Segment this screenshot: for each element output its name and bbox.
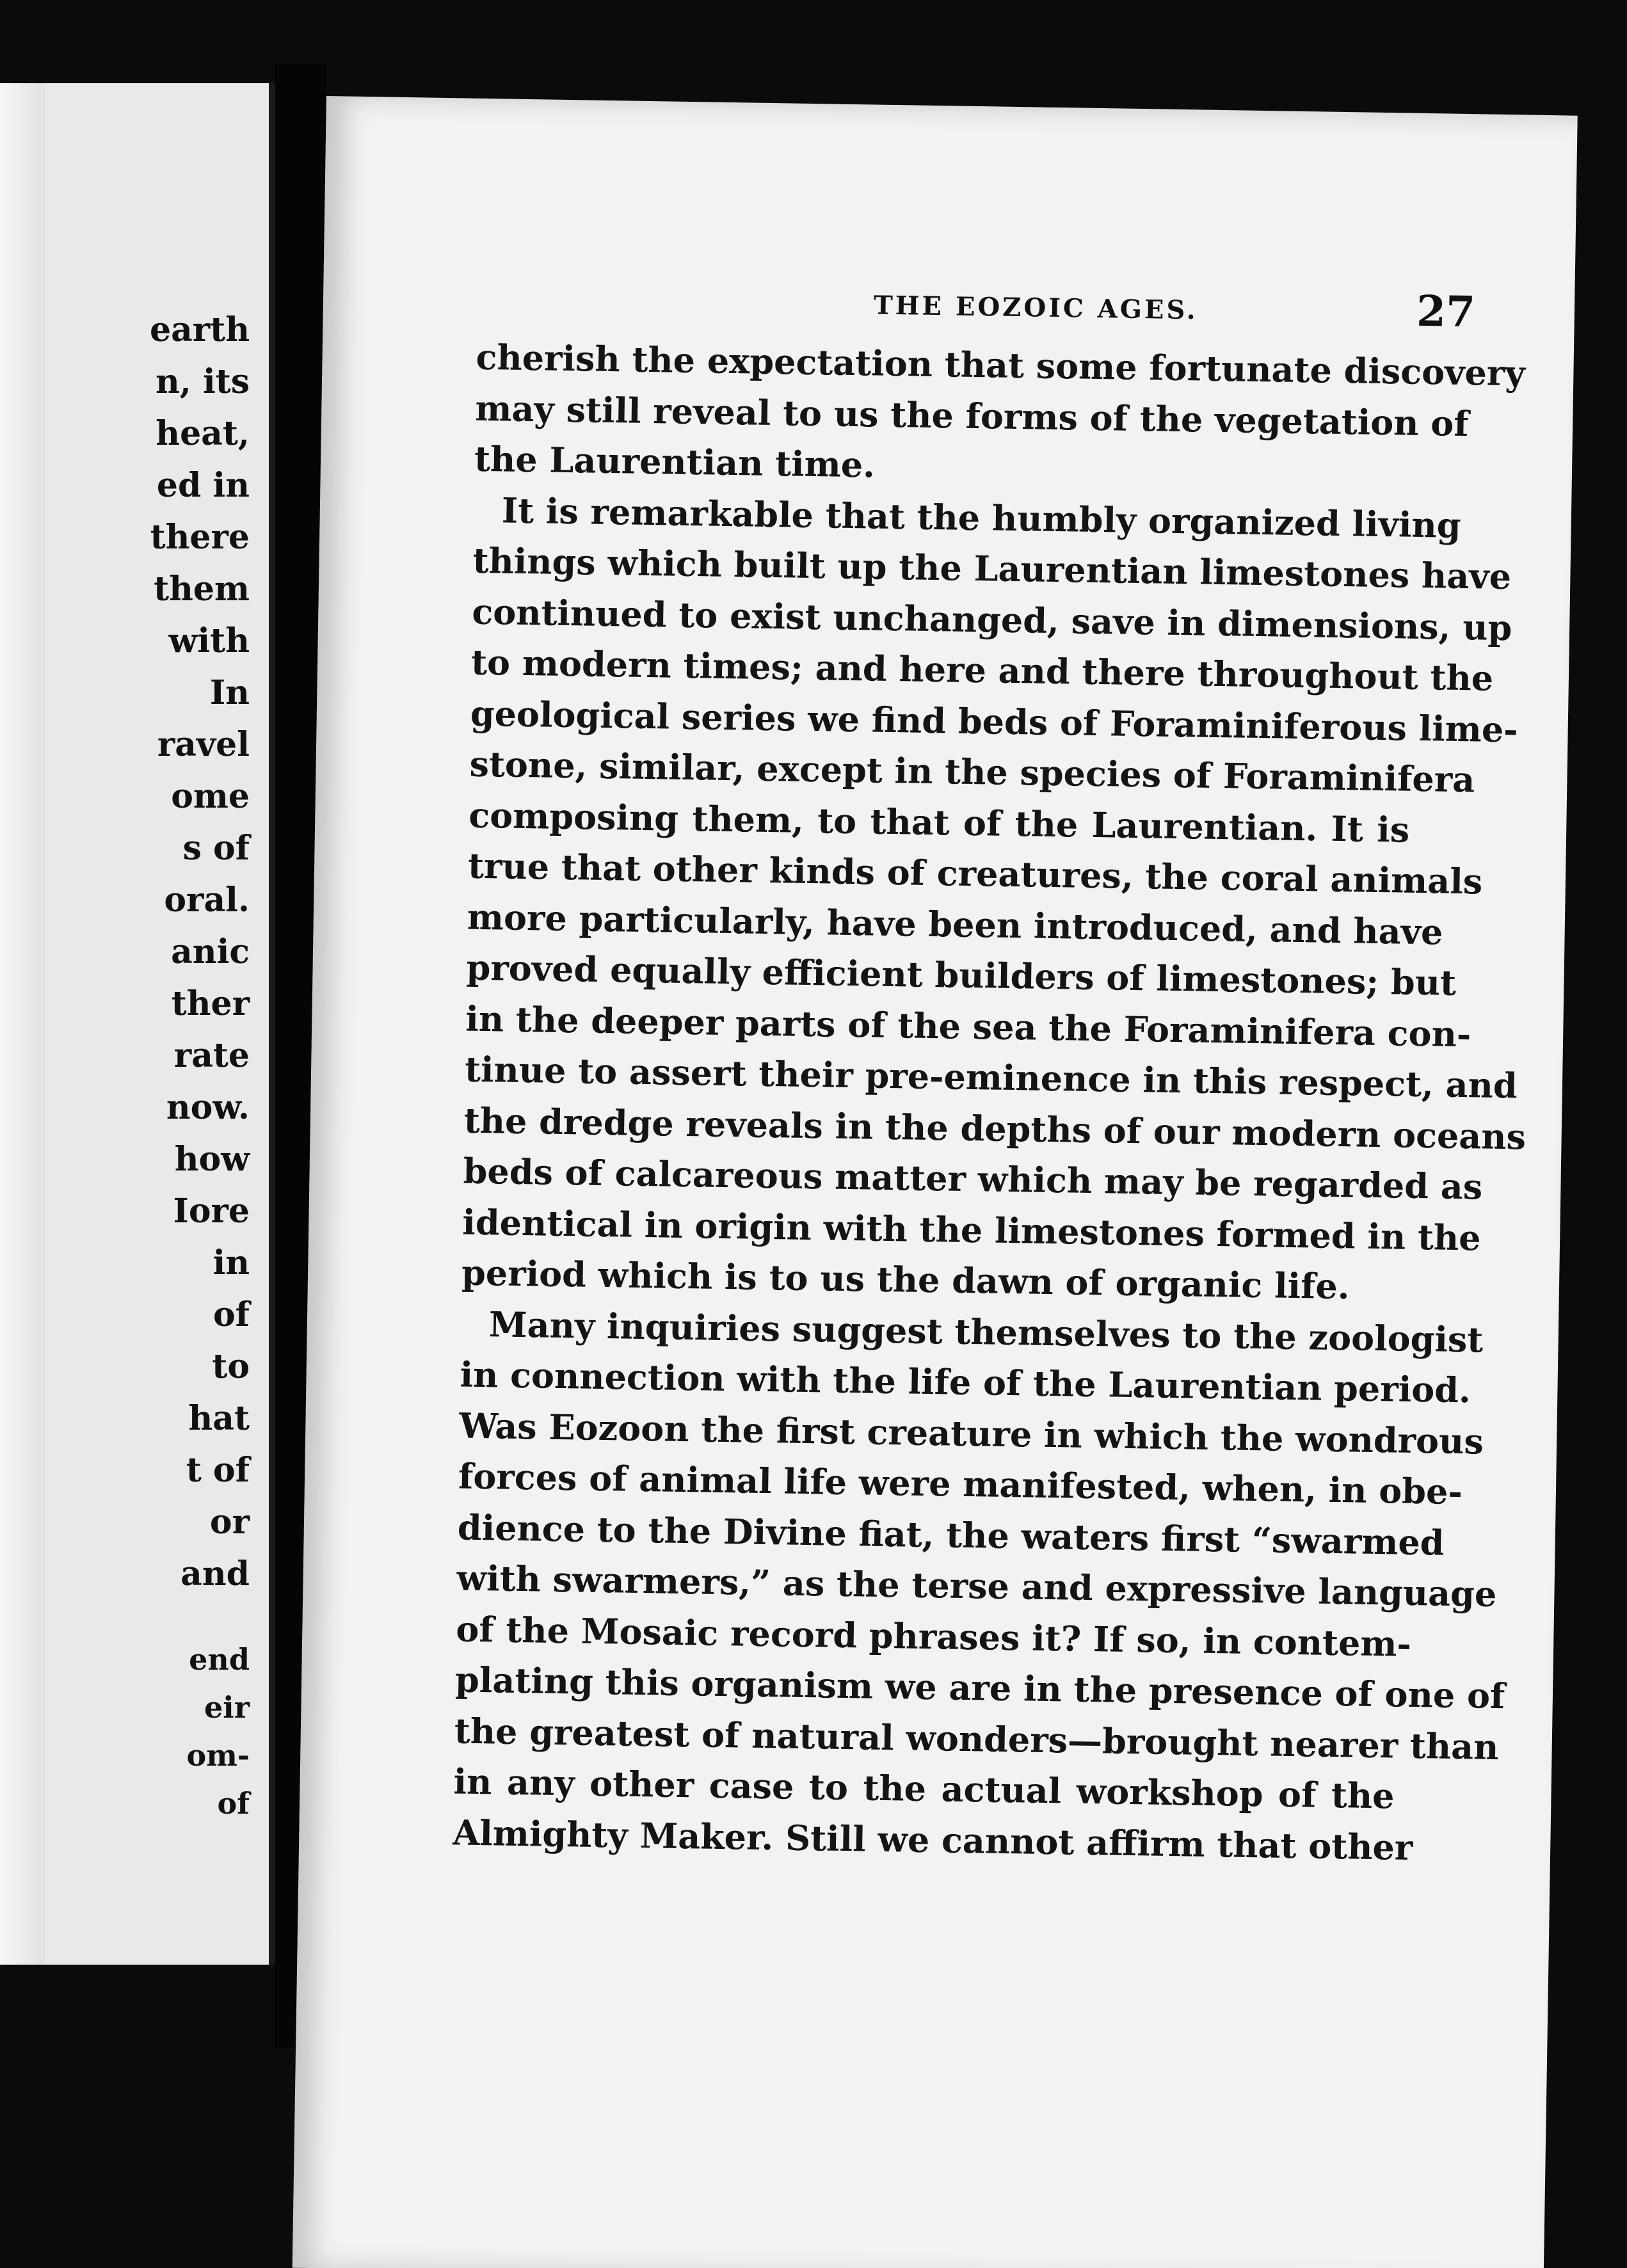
- facing-page-fragment: t of: [186, 1451, 250, 1490]
- text-line: with swarmers,” as the terse and expressive language: [456, 1557, 1497, 1615]
- facing-page-fragment: in: [212, 1243, 250, 1282]
- facing-page-fragment: heat,: [156, 414, 250, 453]
- text-line: geological series we find beds of Foraminiferous lime-: [470, 692, 1519, 750]
- text-line: composing them, to that of the Laurentian. It is: [468, 794, 1410, 850]
- text-line: Many inquiries suggest themselves to the zoologist: [488, 1303, 1484, 1361]
- facing-page-fragment: s of: [182, 829, 250, 868]
- text-line: more particularly, have been introduced, and have: [467, 896, 1443, 953]
- text-line: in the deeper parts of the sea the Foraminifera con-: [465, 998, 1471, 1055]
- facing-page-fragment: In: [209, 673, 250, 712]
- text-line: the dredge reveals in the depths of our modern oceans: [463, 1099, 1527, 1158]
- facing-page-fragment: rate: [173, 1036, 250, 1075]
- facing-page-fragment: n, its: [155, 362, 250, 401]
- facing-page-fragment: ed in: [156, 466, 250, 505]
- text-line: the Laurentian time.: [474, 438, 876, 486]
- text-line: Was Eozoon the first creature in which the wondrous: [458, 1405, 1484, 1462]
- text-line: identical in origin with the limestones formed in the: [461, 1201, 1482, 1259]
- text-line: may still reveal to us the forms of the vegetation of: [474, 387, 1470, 444]
- facing-page-fragment: end: [189, 1642, 250, 1677]
- text-line: plating this organism we are in the presence of one of: [454, 1659, 1505, 1717]
- facing-page-fragment: Iore: [173, 1192, 250, 1231]
- facing-page-fragment: ome: [171, 777, 250, 816]
- body-text: [452, 332, 1527, 1873]
- text-line: proved equally efficient builders of limestones; but: [466, 946, 1457, 1003]
- text-line: in connection with the life of the Laurentian period.: [460, 1354, 1471, 1411]
- text-line: tinue to assert their pre-eminence in this respect, and: [464, 1048, 1518, 1106]
- facing-page-fragment: to: [212, 1347, 250, 1386]
- text-line: true that other kinds of creatures, the coral animals: [467, 845, 1483, 902]
- facing-page-fragment: eir: [204, 1690, 250, 1725]
- text-line: forces of animal life were manifested, when, in obe-: [458, 1455, 1463, 1513]
- facing-page-fragment: them: [154, 570, 250, 609]
- facing-page-fragment: with: [168, 621, 250, 660]
- facing-page-fragment: oral.: [164, 881, 250, 920]
- facing-page-fragment: ther: [171, 984, 250, 1023]
- text-line: the greatest of natural wonders—brought nearer than: [454, 1709, 1499, 1768]
- facing-page-fragment: hat: [188, 1399, 250, 1438]
- facing-page-fragment: and: [180, 1554, 250, 1593]
- text-line: stone, similar, except in the species of Foraminifera: [469, 743, 1475, 801]
- text-line: period which is to us the dawn of organic life.: [461, 1252, 1350, 1307]
- facing-page-fragment: or: [209, 1503, 250, 1542]
- text-line: Almighty Maker. Still we cannot affirm that other: [452, 1811, 1413, 1868]
- running-head: THE EOZOIC AGES.: [873, 290, 1199, 326]
- text-line: dience to the Divine fiat, the waters first “swarmed: [457, 1506, 1445, 1563]
- facing-page-fragment: anic: [171, 932, 250, 971]
- text-line: It is remarkable that the humbly organized living: [501, 489, 1462, 546]
- text-line: to modern times; and here and there throughout the: [470, 641, 1494, 699]
- page-number: 27: [1416, 285, 1476, 337]
- text-line: cherish the expectation that some fortunate discovery: [476, 336, 1526, 394]
- facing-page-left: [0, 83, 275, 1965]
- facing-page-fragment: how: [174, 1140, 250, 1179]
- text-line: beds of calcareous matter which may be regarded as: [463, 1150, 1483, 1208]
- facing-page-shading: [0, 83, 45, 1965]
- facing-page-fragment: there: [150, 518, 250, 557]
- facing-page-fragment: of: [212, 1295, 250, 1334]
- facing-page-fragment: om-: [186, 1738, 250, 1773]
- facing-page-fragment: ravel: [157, 725, 250, 764]
- text-line: things which built up the Laurentian limestones have: [472, 539, 1512, 598]
- page-header: [387, 270, 1475, 339]
- text-line: continued to exist unchanged, save in dimensions, up: [471, 591, 1512, 648]
- text-line: in any other case to the actual workshop of the: [453, 1761, 1395, 1817]
- facing-page-fragment: earth: [150, 310, 250, 349]
- facing-page-fragment: now.: [166, 1088, 250, 1127]
- book-page: [293, 96, 1578, 2268]
- facing-page-fragment: of: [217, 1786, 250, 1821]
- text-line: of the Mosaic record phrases it? If so, in contem-: [455, 1608, 1412, 1665]
